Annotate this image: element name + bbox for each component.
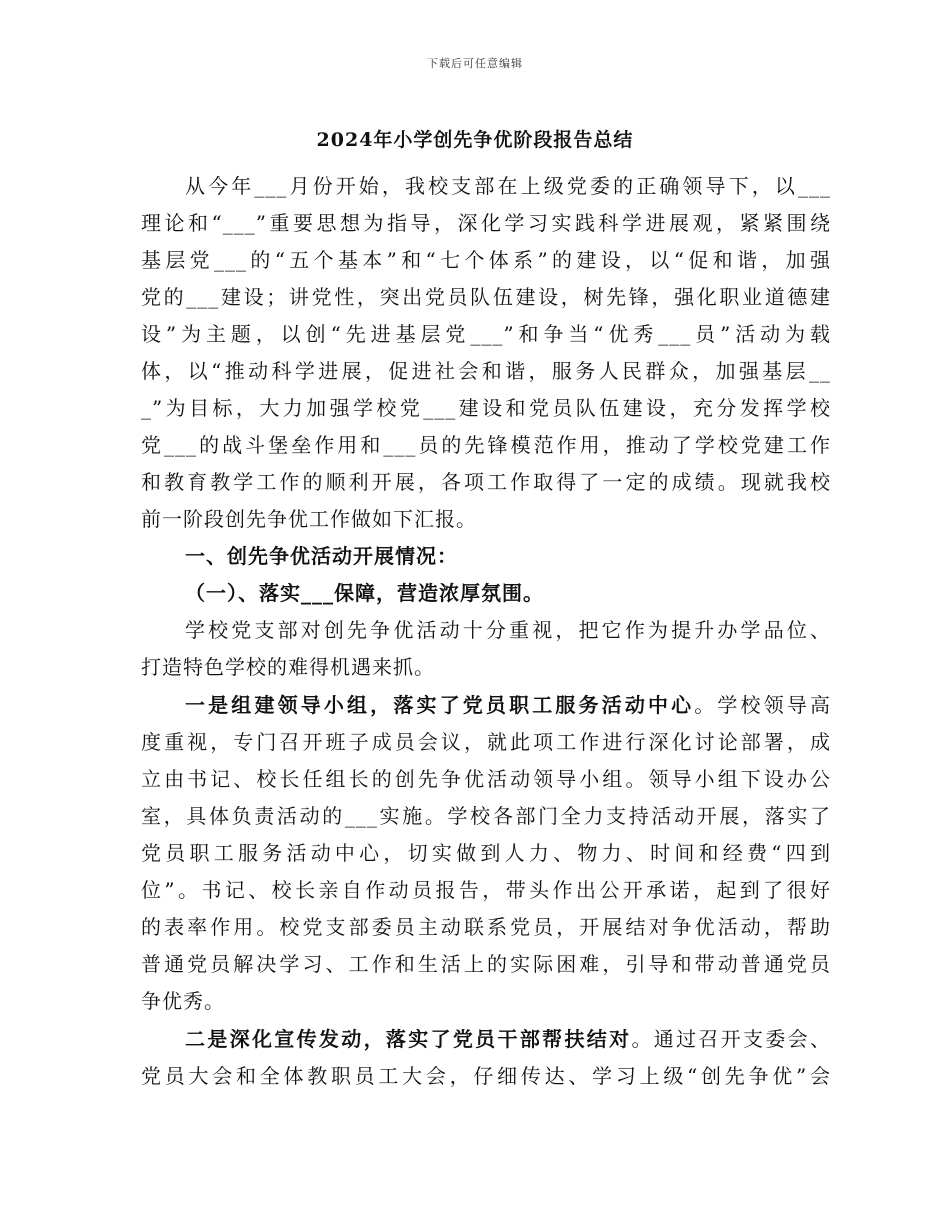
text-line	[141, 1021, 831, 1058]
text-line: 打造特色学校的难得机遇来抓。	[141, 655, 435, 679]
document-title: 2024年小学创先争优阶段报告总结	[316, 129, 634, 151]
paragraph-publicity	[141, 1021, 831, 1095]
text-line: 争优秀。	[141, 989, 225, 1013]
text-line: 党员职工服务活动中心，切实做到人力、物力、时间和经费“四到	[141, 841, 831, 865]
line-rest: 。通过召开支委会、	[631, 1027, 831, 1051]
text-line: 位”。书记、校长亲自作动员报告，带头作出公开承诺，起到了很好	[141, 878, 831, 902]
text-line: _”为目标，大力加强学校党___建设和党员队伍建设，充分发挥学校	[141, 396, 831, 420]
text-line: 党___的战斗堡垒作用和___员的先锋模范作用，推动了学校党建工作	[141, 433, 831, 457]
text-line: 基层党___的“五个基本”和“七个体系”的建设，以“促和谐，加强	[141, 248, 831, 272]
text-line: 度重视，专门召开班子成员会议，就此项工作进行深化讨论部署，成	[141, 730, 831, 754]
text-line: 前一阶段创先争优工作做如下汇报。	[141, 507, 477, 531]
text-line: 立由书记、校长任组长的创先争优活动领导小组。领导小组下设办公	[141, 767, 831, 791]
text-line	[141, 687, 831, 724]
lead-phrase: 二是深化宣传发动，落实了党员干部帮扶结对	[185, 1027, 632, 1051]
text-line: 的表率作用。校党支部委员主动联系党员，开展结对争优活动，帮助	[141, 915, 831, 939]
paragraph-intro	[141, 168, 831, 538]
text-line: 理论和“___”重要思想为指导，深化学习实践科学进展观，紧紧围绕	[141, 211, 831, 235]
paragraph-leadership-group	[141, 687, 831, 1020]
text-line: 设”为主题，以创“先进基层党___”和争当“优秀___员”活动为载	[141, 322, 831, 346]
document-body	[141, 168, 831, 1095]
text-line: 普通党员解决学习、工作和生活上的实际困难，引导和带动普通党员	[141, 952, 831, 976]
text-line: 和教育教学工作的顺利开展，各项工作取得了一定的成绩。现就我校	[141, 470, 831, 494]
text-line: 从今年___月份开始，我校支部在上级党委的正确领导下，以___	[185, 174, 831, 198]
text-line: 学校党支部对创先争优活动十分重视，把它作为提升办学品位、	[185, 618, 831, 642]
lead-phrase: 一是组建领导小组，落实了党员职工服务活动中心	[185, 693, 695, 717]
page-header-note: 下载后可任意编辑	[427, 57, 523, 70]
text-line: 体，以“推动科学进展，促进社会和谐，服务人民群众，加强基层__	[141, 359, 831, 383]
text-line: 室，具体负责活动的___实施。学校各部门全力支持活动开展，落实了	[141, 804, 831, 828]
text-line: 党员大会和全体教职员工大会，仔细传达、学习上级“创先争优”会	[141, 1064, 831, 1088]
section-heading: 一、创先争优活动开展情况：	[185, 544, 458, 568]
line-rest: 。学校领导高	[694, 693, 831, 717]
subsection-heading: （一）、落实___保障，营造浓厚氛围。	[185, 581, 544, 605]
text-line: 党的___建设；讲党性，突出党员队伍建设，树先锋，强化职业道德建	[141, 285, 831, 309]
paragraph-importance	[141, 612, 831, 686]
